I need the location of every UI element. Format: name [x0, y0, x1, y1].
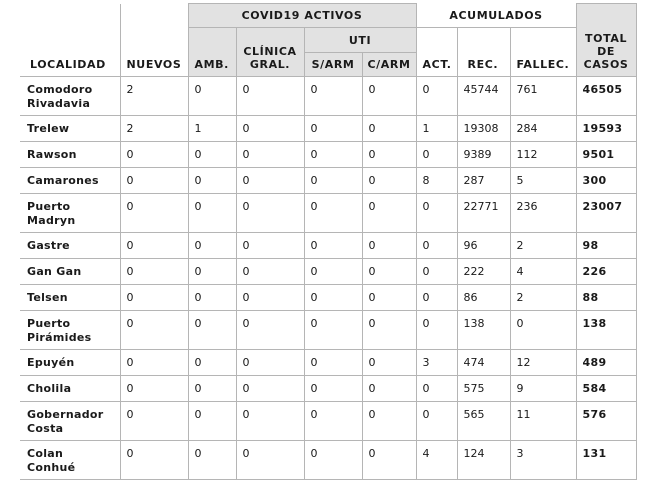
cell-act: 0: [416, 311, 457, 350]
covid-cases-table: [20, 3, 637, 480]
table-row: [20, 350, 636, 376]
table-header: [20, 4, 636, 77]
cell-fallec: 112: [510, 142, 576, 168]
cell-fallec: 12: [510, 350, 576, 376]
cell-total: 46505: [576, 77, 636, 116]
header-covid-activos: COVID19 ACTIVOS: [188, 4, 416, 28]
cell-c-arm: 0: [362, 311, 416, 350]
cell-localidad: Telsen: [20, 285, 120, 311]
cell-clinica: 0: [236, 441, 304, 480]
header-total-line3: CASOS: [583, 58, 629, 71]
cell-total: 98: [576, 233, 636, 259]
cell-localidad: Gan Gan: [20, 259, 120, 285]
cell-nuevos: 0: [120, 233, 188, 259]
cell-clinica: 0: [236, 259, 304, 285]
table-row: [20, 168, 636, 194]
cell-total: 300: [576, 168, 636, 194]
header-uti: UTI: [304, 28, 416, 53]
cell-amb: 0: [188, 350, 236, 376]
cell-s-arm: 0: [304, 311, 362, 350]
table-row: [20, 376, 636, 402]
cell-nuevos: 0: [120, 402, 188, 441]
cell-amb: 0: [188, 194, 236, 233]
cell-rec: 575: [457, 376, 510, 402]
header-total-line2: DE: [597, 45, 615, 58]
header-c-arm: C/ARM: [362, 53, 416, 77]
cell-s-arm: 0: [304, 116, 362, 142]
cell-rec: 565: [457, 402, 510, 441]
cell-total: 576: [576, 402, 636, 441]
cell-rec: 9389: [457, 142, 510, 168]
cell-localidad: Colan Conhué: [20, 441, 120, 480]
header-acumulados: ACUMULADOS: [416, 4, 576, 28]
cell-localidad: Cholila: [20, 376, 120, 402]
header-clinica-line2: GRAL.: [249, 58, 291, 71]
cell-nuevos: 0: [120, 194, 188, 233]
table-row: [20, 311, 636, 350]
cell-s-arm: 0: [304, 77, 362, 116]
cell-s-arm: 0: [304, 285, 362, 311]
cell-fallec: 3: [510, 441, 576, 480]
cell-amb: 0: [188, 142, 236, 168]
cell-s-arm: 0: [304, 259, 362, 285]
cell-clinica: 0: [236, 142, 304, 168]
cell-total: 131: [576, 441, 636, 480]
header-rec: REC.: [457, 28, 510, 77]
table-row: [20, 116, 636, 142]
header-act: ACT.: [416, 28, 457, 77]
header-total-line1: TOTAL: [585, 32, 628, 45]
cell-c-arm: 0: [362, 376, 416, 402]
cell-s-arm: 0: [304, 233, 362, 259]
header-amb: AMB.: [188, 28, 236, 77]
cell-act: 0: [416, 194, 457, 233]
cell-total: 23007: [576, 194, 636, 233]
cell-rec: 96: [457, 233, 510, 259]
table-row: [20, 259, 636, 285]
cell-s-arm: 0: [304, 402, 362, 441]
cell-c-arm: 0: [362, 194, 416, 233]
header-fallec: FALLEC.: [510, 28, 576, 77]
header-clinica-gral: [236, 28, 304, 77]
cell-nuevos: 0: [120, 311, 188, 350]
cell-total: 489: [576, 350, 636, 376]
cell-nuevos: 0: [120, 168, 188, 194]
table-body: [20, 77, 636, 480]
cell-fallec: 761: [510, 77, 576, 116]
cell-s-arm: 0: [304, 168, 362, 194]
header-localidad: LOCALIDAD: [20, 4, 120, 77]
cell-act: 0: [416, 233, 457, 259]
cell-s-arm: 0: [304, 376, 362, 402]
cell-rec: 474: [457, 350, 510, 376]
cell-act: 0: [416, 77, 457, 116]
table-row: [20, 194, 636, 233]
cell-clinica: 0: [236, 311, 304, 350]
cell-act: 8: [416, 168, 457, 194]
cell-fallec: 236: [510, 194, 576, 233]
table-row: [20, 233, 636, 259]
header-nuevos: NUEVOS: [120, 4, 188, 77]
cell-amb: 0: [188, 441, 236, 480]
header-total-casos: [576, 4, 636, 77]
cell-amb: 0: [188, 168, 236, 194]
cell-nuevos: 0: [120, 285, 188, 311]
cell-total: 19593: [576, 116, 636, 142]
header-s-arm: S/ARM: [304, 53, 362, 77]
cell-clinica: 0: [236, 233, 304, 259]
cell-c-arm: 0: [362, 441, 416, 480]
cell-s-arm: 0: [304, 194, 362, 233]
cell-act: 0: [416, 259, 457, 285]
cell-amb: 0: [188, 402, 236, 441]
cell-act: 0: [416, 285, 457, 311]
cell-rec: 222: [457, 259, 510, 285]
cell-total: 138: [576, 311, 636, 350]
cell-rec: 124: [457, 441, 510, 480]
cell-localidad: Puerto Madryn: [20, 194, 120, 233]
cell-localidad: Rawson: [20, 142, 120, 168]
cell-c-arm: 0: [362, 350, 416, 376]
cell-fallec: 11: [510, 402, 576, 441]
table-row: [20, 77, 636, 116]
cell-nuevos: 0: [120, 142, 188, 168]
table-row: [20, 142, 636, 168]
cell-total: 584: [576, 376, 636, 402]
cell-fallec: 2: [510, 233, 576, 259]
cell-clinica: 0: [236, 402, 304, 441]
cell-act: 0: [416, 376, 457, 402]
cell-localidad: Gobernador Costa: [20, 402, 120, 441]
cell-fallec: 5: [510, 168, 576, 194]
cell-act: 4: [416, 441, 457, 480]
cell-amb: 1: [188, 116, 236, 142]
cell-amb: 0: [188, 376, 236, 402]
cell-c-arm: 0: [362, 285, 416, 311]
cell-fallec: 2: [510, 285, 576, 311]
cell-amb: 0: [188, 311, 236, 350]
cell-total: 226: [576, 259, 636, 285]
cell-clinica: 0: [236, 116, 304, 142]
cell-clinica: 0: [236, 194, 304, 233]
cell-amb: 0: [188, 233, 236, 259]
cell-nuevos: 0: [120, 376, 188, 402]
cell-localidad: Camarones: [20, 168, 120, 194]
cell-localidad: Trelew: [20, 116, 120, 142]
cell-rec: 86: [457, 285, 510, 311]
cell-rec: 138: [457, 311, 510, 350]
cell-c-arm: 0: [362, 142, 416, 168]
cell-localidad: Epuyén: [20, 350, 120, 376]
cell-clinica: 0: [236, 77, 304, 116]
cell-c-arm: 0: [362, 77, 416, 116]
cell-clinica: 0: [236, 350, 304, 376]
cell-fallec: 284: [510, 116, 576, 142]
cell-c-arm: 0: [362, 168, 416, 194]
cell-nuevos: 0: [120, 350, 188, 376]
cell-localidad: Comodoro Rivadavia: [20, 77, 120, 116]
cell-amb: 0: [188, 285, 236, 311]
cell-clinica: 0: [236, 168, 304, 194]
cell-clinica: 0: [236, 376, 304, 402]
cell-rec: 287: [457, 168, 510, 194]
cell-c-arm: 0: [362, 233, 416, 259]
cell-fallec: 4: [510, 259, 576, 285]
cell-act: 3: [416, 350, 457, 376]
cell-total: 88: [576, 285, 636, 311]
cell-rec: 22771: [457, 194, 510, 233]
cell-act: 0: [416, 142, 457, 168]
cell-amb: 0: [188, 259, 236, 285]
cell-fallec: 0: [510, 311, 576, 350]
cell-nuevos: 2: [120, 116, 188, 142]
cell-clinica: 0: [236, 285, 304, 311]
cell-s-arm: 0: [304, 350, 362, 376]
cell-c-arm: 0: [362, 116, 416, 142]
table-row: [20, 441, 636, 480]
cell-nuevos: 2: [120, 77, 188, 116]
cell-amb: 0: [188, 77, 236, 116]
cell-localidad: Puerto Pirámides: [20, 311, 120, 350]
cell-total: 9501: [576, 142, 636, 168]
cell-localidad: Gastre: [20, 233, 120, 259]
cell-act: 0: [416, 402, 457, 441]
cell-rec: 19308: [457, 116, 510, 142]
table-row: [20, 402, 636, 441]
cell-s-arm: 0: [304, 142, 362, 168]
cell-s-arm: 0: [304, 441, 362, 480]
table-row: [20, 285, 636, 311]
cell-rec: 45744: [457, 77, 510, 116]
cell-nuevos: 0: [120, 441, 188, 480]
header-clinica-line1: CLÍNICA: [243, 45, 297, 58]
cell-c-arm: 0: [362, 259, 416, 285]
cell-act: 1: [416, 116, 457, 142]
cell-nuevos: 0: [120, 259, 188, 285]
cell-c-arm: 0: [362, 402, 416, 441]
cell-fallec: 9: [510, 376, 576, 402]
